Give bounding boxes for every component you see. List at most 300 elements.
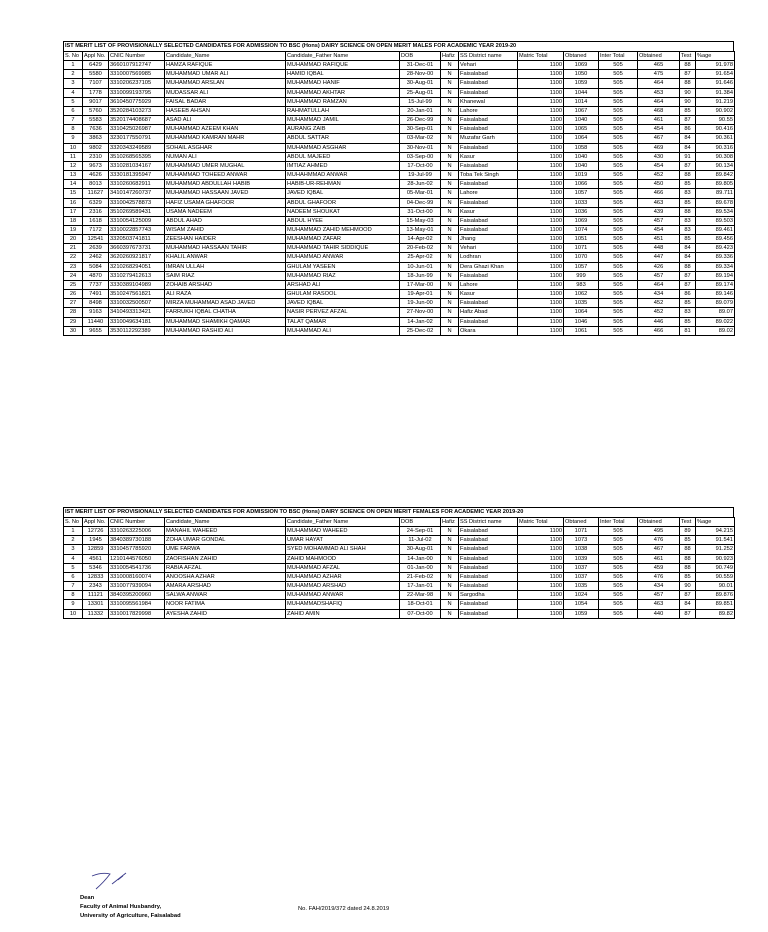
table-cell: 466 <box>638 326 680 335</box>
table-cell: 505 <box>599 216 638 225</box>
table-cell: 88 <box>680 171 696 180</box>
table-cell: 1100 <box>518 97 564 106</box>
table-cell: 85 <box>680 106 696 115</box>
table-cell: 2 <box>64 536 83 545</box>
table-cell: 86 <box>680 290 696 299</box>
table-cell: MUHAMMAD JAMIL <box>286 116 400 125</box>
table-cell: SYED MOHAMMAD ALI SHAH <box>286 545 400 554</box>
table-cell: 430 <box>638 152 680 161</box>
table-cell: N <box>441 235 459 244</box>
table-cell: 4626 <box>83 171 109 180</box>
table-cell: 88 <box>680 79 696 88</box>
table-row <box>64 554 735 563</box>
table-cell: 89.851 <box>696 600 735 609</box>
table-cell: 505 <box>599 106 638 115</box>
table-cell: Faisalabad <box>459 216 518 225</box>
table-cell: 30-Aug-01 <box>400 545 441 554</box>
table-cell: MUHAMMAD RAMZAN <box>286 97 400 106</box>
table-cell: N <box>441 189 459 198</box>
table-row <box>64 207 735 216</box>
column-header: Obtained <box>638 518 680 527</box>
table-cell: GHULAM RASOOL <box>286 290 400 299</box>
table-row <box>64 171 735 180</box>
table-cell: 1100 <box>518 299 564 308</box>
table-cell: 94.215 <box>696 527 735 536</box>
table-cell: 1100 <box>518 326 564 335</box>
table-cell: 8013 <box>83 180 109 189</box>
table-cell: MUHAMMAD KAMRAN MAHR <box>165 134 286 143</box>
table-cell: N <box>441 152 459 161</box>
table-cell: Faisalabad <box>459 198 518 207</box>
table-row <box>64 600 735 609</box>
table-cell: 1014 <box>564 97 599 106</box>
table-cell: 11121 <box>83 591 109 600</box>
table-cell: MUHAMMAD AKHTAR <box>286 88 400 97</box>
table-cell: 30-Sep-01 <box>400 125 441 134</box>
table-cell: 1100 <box>518 125 564 134</box>
table-cell: 1100 <box>518 134 564 143</box>
table-cell: 505 <box>599 582 638 591</box>
table-cell: 465 <box>638 61 680 70</box>
table-cell: 463 <box>638 600 680 609</box>
table-cell: 27 <box>64 299 83 308</box>
table-cell: 5084 <box>83 262 109 271</box>
table-cell: 89.805 <box>696 180 735 189</box>
table-cell: ZEESHAN HAIDER <box>165 235 286 244</box>
table-cell: 13-May-01 <box>400 225 441 234</box>
table-cell: 7737 <box>83 280 109 289</box>
table-cell: 983 <box>564 280 599 289</box>
table-cell: Faisalabad <box>459 527 518 536</box>
table-cell: 3320343249589 <box>109 143 165 152</box>
table-cell: 505 <box>599 600 638 609</box>
table-cell: Faisalabad <box>459 317 518 326</box>
table-cell: 3510268565395 <box>109 152 165 161</box>
table-cell: 85 <box>680 180 696 189</box>
table-cell: Lodhran <box>459 253 518 262</box>
table-cell: 3310206237105 <box>109 79 165 88</box>
table-cell: 505 <box>599 527 638 536</box>
table-cell: 3840395200960 <box>109 591 165 600</box>
table-cell: 03-Mar-02 <box>400 134 441 143</box>
table-cell: 505 <box>599 88 638 97</box>
table-cell: 505 <box>599 326 638 335</box>
table-cell: MUHAMMAD AFZAL <box>286 563 400 572</box>
header-row <box>64 518 735 527</box>
table-cell: 9673 <box>83 161 109 170</box>
table-cell: 1070 <box>564 253 599 262</box>
table-cell: MUDASSAR ALI <box>165 88 286 97</box>
table-cell: N <box>441 88 459 97</box>
table-cell: MUHAMMAD SHAMIKH QAMAR <box>165 317 286 326</box>
table-cell: MUHAMMAD RIAZ <box>286 271 400 280</box>
table-cell: 20 <box>64 235 83 244</box>
table-cell: 6329 <box>83 198 109 207</box>
table-cell: 89.461 <box>696 225 735 234</box>
table-cell: 4 <box>64 88 83 97</box>
table-cell: N <box>441 536 459 545</box>
table-cell: 1100 <box>518 143 564 152</box>
table-cell: N <box>441 527 459 536</box>
table-cell: 89.423 <box>696 244 735 253</box>
table-cell: N <box>441 280 459 289</box>
table-cell: 505 <box>599 207 638 216</box>
table-cell: AYESHA ZAHID <box>165 609 286 618</box>
table-cell: 21 <box>64 244 83 253</box>
table-cell: AMARA ARSHAD <box>165 582 286 591</box>
table-cell: 3310260682911 <box>109 180 165 189</box>
table-row <box>64 198 735 207</box>
table-cell: 88 <box>680 61 696 70</box>
table-cell: MUHAMMAD ASGHAR <box>286 143 400 152</box>
table-cell: 495 <box>638 527 680 536</box>
table-cell: 1100 <box>518 591 564 600</box>
table-cell: 85 <box>680 235 696 244</box>
table-cell: 1100 <box>518 545 564 554</box>
signatory-title: Dean <box>80 895 95 901</box>
table-cell: 12 <box>64 161 83 170</box>
table-cell: 452 <box>638 308 680 317</box>
table-cell: 457 <box>638 591 680 600</box>
table-cell: 439 <box>638 207 680 216</box>
table-cell: N <box>441 143 459 152</box>
table-cell: 1210144576050 <box>109 554 165 563</box>
header-row <box>64 52 735 61</box>
table-cell: 467 <box>638 545 680 554</box>
table-cell: 91.219 <box>696 97 735 106</box>
table-cell: 505 <box>599 161 638 170</box>
column-header: Inter Total <box>599 518 638 527</box>
table-cell: 15-Jul-99 <box>400 97 441 106</box>
table-cell: N <box>441 180 459 189</box>
table-row <box>64 536 735 545</box>
table-cell: 1100 <box>518 308 564 317</box>
table-cell: 1069 <box>564 61 599 70</box>
table-cell: 1065 <box>564 125 599 134</box>
table-cell: 448 <box>638 244 680 253</box>
table-cell: 90.902 <box>696 106 735 115</box>
table-cell: 5760 <box>83 106 109 115</box>
table-cell: MUHAMMAD WAHEED <box>286 527 400 536</box>
table-row <box>64 106 735 115</box>
column-header: Obtaned <box>564 52 599 61</box>
table-cell: 505 <box>599 536 638 545</box>
table-row <box>64 244 735 253</box>
table-cell: 469 <box>638 143 680 152</box>
table-cell: 22-Mar-98 <box>400 591 441 600</box>
column-header: S. No <box>64 518 83 527</box>
table-row <box>64 216 735 225</box>
table-cell: 2 <box>64 70 83 79</box>
table-cell: 1100 <box>518 116 564 125</box>
table-row <box>64 527 735 536</box>
table-cell: 1100 <box>518 244 564 253</box>
table-cell: NASIR PERVEZ AFZAL <box>286 308 400 317</box>
column-header: Hafiz <box>441 52 459 61</box>
table-cell: Kasur <box>459 152 518 161</box>
column-header: Appl No. <box>83 52 109 61</box>
table-cell: 505 <box>599 189 638 198</box>
table-cell: 3310425026987 <box>109 125 165 134</box>
table-cell: 5 <box>64 97 83 106</box>
table-row <box>64 299 735 308</box>
table-cell: N <box>441 299 459 308</box>
table-cell: 1100 <box>518 106 564 115</box>
table-cell: 1100 <box>518 253 564 262</box>
table-cell: N <box>441 61 459 70</box>
table-cell: 1040 <box>564 152 599 161</box>
table-cell: 30-Nov-01 <box>400 143 441 152</box>
table-cell: 505 <box>599 198 638 207</box>
table-cell: 505 <box>599 271 638 280</box>
table-cell: N <box>441 207 459 216</box>
table-cell: 3660397673731 <box>109 244 165 253</box>
table-cell: 1040 <box>564 116 599 125</box>
table-cell: 3310042578873 <box>109 198 165 207</box>
table-cell: 1 <box>64 61 83 70</box>
table-cell: Faisalabad <box>459 609 518 618</box>
table-cell: 505 <box>599 591 638 600</box>
table-cell: 1100 <box>518 161 564 170</box>
table-cell: N <box>441 554 459 563</box>
table-cell: 91.384 <box>696 88 735 97</box>
table-cell: UME FARWA <box>165 545 286 554</box>
table-cell: 23 <box>64 262 83 271</box>
table-cell: MIRZA MUHAMMAD ASAD JAVED <box>165 299 286 308</box>
table-cell: N <box>441 290 459 299</box>
table-cell: 434 <box>638 290 680 299</box>
table-cell: 1100 <box>518 271 564 280</box>
table-cell: 91.541 <box>696 536 735 545</box>
table-cell: Vehari <box>459 244 518 253</box>
table-cell: 3320503741811 <box>109 235 165 244</box>
table-cell: 999 <box>564 271 599 280</box>
table-cell: SALWA ANWAR <box>165 591 286 600</box>
table-cell: 04-Dec-99 <box>400 198 441 207</box>
column-header: %age <box>696 52 735 61</box>
table-cell: 89.146 <box>696 290 735 299</box>
table-cell: 3310077939094 <box>109 582 165 591</box>
table-cell: MUHAMMAD TAHIR SIDDIQUE <box>286 244 400 253</box>
table-cell: 89.07 <box>696 308 735 317</box>
table-cell: 3310008160074 <box>109 572 165 581</box>
table-cell: UMAR HAYAT <box>286 536 400 545</box>
table-cell: 11332 <box>83 609 109 618</box>
table-cell: 90.923 <box>696 554 735 563</box>
table-cell: 17 <box>64 207 83 216</box>
table-cell: 3330389104989 <box>109 280 165 289</box>
table-cell: 90.749 <box>696 563 735 572</box>
table-cell: 89.876 <box>696 591 735 600</box>
table-cell: 476 <box>638 536 680 545</box>
table-cell: 89.456 <box>696 235 735 244</box>
table-cell: 457 <box>638 271 680 280</box>
table-cell: 88 <box>680 262 696 271</box>
table-cell: 1037 <box>564 563 599 572</box>
signature-mark <box>90 870 130 892</box>
table-cell: 13301 <box>83 600 109 609</box>
table-cell: 453 <box>638 88 680 97</box>
table-cell: MUHAMMAD ZAFAR <box>286 235 400 244</box>
table-cell: ASAD ALI <box>165 116 286 125</box>
table-cell: 6429 <box>83 61 109 70</box>
table-cell: HAFIZ USAMA GHAFOOR <box>165 198 286 207</box>
table-cell: 5583 <box>83 116 109 125</box>
table-cell: MUHAMMAD ARSLAN <box>165 79 286 88</box>
table-cell: 7636 <box>83 125 109 134</box>
table-row <box>64 308 735 317</box>
table-cell: 1100 <box>518 207 564 216</box>
table-cell: AURANG ZAIB <box>286 125 400 134</box>
table-row <box>64 79 735 88</box>
table-cell: 1618 <box>83 216 109 225</box>
university-name: University of Agriculture, Faisalabad <box>80 913 181 919</box>
table-cell: 2639 <box>83 244 109 253</box>
table-cell: ZOHA UMAR GONDAL <box>165 536 286 545</box>
column-header: DOB <box>400 518 441 527</box>
table-cell: RAHMATULLAH <box>286 106 400 115</box>
table-cell: MUHAMMAD RASHID ALI <box>165 326 286 335</box>
table-cell: N <box>441 582 459 591</box>
table-cell: Faisalabad <box>459 563 518 572</box>
table-cell: Faisalabad <box>459 143 518 152</box>
table-row <box>64 152 735 161</box>
table-row <box>64 161 735 170</box>
table-cell: 3520174408687 <box>109 116 165 125</box>
table-cell: ZAHID MAHMOOD <box>286 554 400 563</box>
table-cell: 8 <box>64 591 83 600</box>
table-cell: KHALIL ANWAR <box>165 253 286 262</box>
table-cell: Faisalabad <box>459 582 518 591</box>
table-cell: 459 <box>638 563 680 572</box>
table-cell: 89.534 <box>696 207 735 216</box>
table-cell: 505 <box>599 253 638 262</box>
table-cell: 1100 <box>518 79 564 88</box>
table-cell: WISAM ZAHID <box>165 225 286 234</box>
table-cell: 87 <box>680 609 696 618</box>
table-cell: 89.503 <box>696 216 735 225</box>
table-cell: 3863 <box>83 134 109 143</box>
table-cell: 505 <box>599 152 638 161</box>
table-cell: 83 <box>680 216 696 225</box>
table-cell: Vehari <box>459 61 518 70</box>
table-cell: 451 <box>638 235 680 244</box>
table-row <box>64 253 735 262</box>
table-cell: 83 <box>680 189 696 198</box>
table-cell: 505 <box>599 225 638 234</box>
table-cell: 505 <box>599 563 638 572</box>
table-cell: 89.02 <box>696 326 735 335</box>
table-cell: Okara <box>459 326 518 335</box>
table-cell: 3620260921817 <box>109 253 165 262</box>
table-cell: Lahore <box>459 106 518 115</box>
table-cell: MUHAMMAD AZHAR <box>286 572 400 581</box>
table-cell: 7491 <box>83 290 109 299</box>
table-cell: 1064 <box>564 308 599 317</box>
table-row <box>64 70 735 79</box>
column-header: Candidate_Father Name <box>286 52 400 61</box>
table-cell: Faisalabad <box>459 161 518 170</box>
table-cell: 89.194 <box>696 271 735 280</box>
table-cell: 90.55 <box>696 116 735 125</box>
table-cell: ABDUL GHAFOOR <box>286 198 400 207</box>
table-cell: ABDUL MAJEED <box>286 152 400 161</box>
table-cell: 26-Dec-99 <box>400 116 441 125</box>
table-cell: 5 <box>64 563 83 572</box>
table-cell: FARRUKH IQBAL CHATHA <box>165 308 286 317</box>
column-header: Candidate_Name <box>165 52 286 61</box>
table-cell: 1064 <box>564 134 599 143</box>
table-cell: 464 <box>638 280 680 289</box>
males-merit-list <box>63 41 734 336</box>
table-cell: 89.711 <box>696 189 735 198</box>
table-cell: 03-Sep-00 <box>400 152 441 161</box>
column-header: Test <box>680 518 696 527</box>
table-cell: 83 <box>680 308 696 317</box>
table-cell: 90.361 <box>696 134 735 143</box>
signatory-block <box>80 894 181 921</box>
males-table <box>63 51 735 336</box>
table-cell: 3410493313421 <box>109 308 165 317</box>
table-row <box>64 61 735 70</box>
table-cell: 1039 <box>564 554 599 563</box>
table-cell: 1058 <box>564 143 599 152</box>
table-cell: 1054 <box>564 600 599 609</box>
table-cell: 452 <box>638 171 680 180</box>
table-cell: 454 <box>638 161 680 170</box>
table-cell: 15-May-03 <box>400 216 441 225</box>
table-cell: RABIA AFZAL <box>165 563 286 572</box>
table-cell: ARSHAD ALI <box>286 280 400 289</box>
table-cell: Kasur <box>459 207 518 216</box>
table-cell: 2343 <box>83 582 109 591</box>
table-cell: IMTIAZ AHMED <box>286 161 400 170</box>
table-cell: 505 <box>599 143 638 152</box>
table-cell: 461 <box>638 554 680 563</box>
table-cell: 85 <box>680 198 696 207</box>
table-cell: 1024 <box>564 591 599 600</box>
table-cell: 20-Feb-02 <box>400 244 441 253</box>
table-cell: ZOHAIB ARSHAD <box>165 280 286 289</box>
table-cell: NADEEM SHOUKAT <box>286 207 400 216</box>
table-row <box>64 572 735 581</box>
table-cell: SAIM RIAZ <box>165 271 286 280</box>
table-cell: 30 <box>64 326 83 335</box>
table-cell: 3310007569985 <box>109 70 165 79</box>
females-merit-list <box>63 507 734 619</box>
table-cell: 18-Oct-01 <box>400 600 441 609</box>
table-cell: Sargodha <box>459 591 518 600</box>
table-cell: N <box>441 125 459 134</box>
table-cell: HASEEB AHSAN <box>165 106 286 115</box>
table-cell: 7107 <box>83 79 109 88</box>
table-row <box>64 591 735 600</box>
table-row <box>64 262 735 271</box>
table-cell: MUHAMMAD ARSHAD <box>286 582 400 591</box>
table-cell: 3610450775929 <box>109 97 165 106</box>
table-cell: MUHAMMAD ALI <box>286 326 400 335</box>
table-cell: 86 <box>680 125 696 134</box>
table-cell: 6 <box>64 106 83 115</box>
table-cell: N <box>441 545 459 554</box>
table-cell: 89.079 <box>696 299 735 308</box>
table-cell: 4561 <box>83 554 109 563</box>
table-cell: 10-Jun-01 <box>400 262 441 271</box>
table-cell: Faisalabad <box>459 225 518 234</box>
table-cell: 28 <box>64 308 83 317</box>
table-cell: 01-Jan-00 <box>400 563 441 572</box>
table-cell: USAMA NADEEM <box>165 207 286 216</box>
